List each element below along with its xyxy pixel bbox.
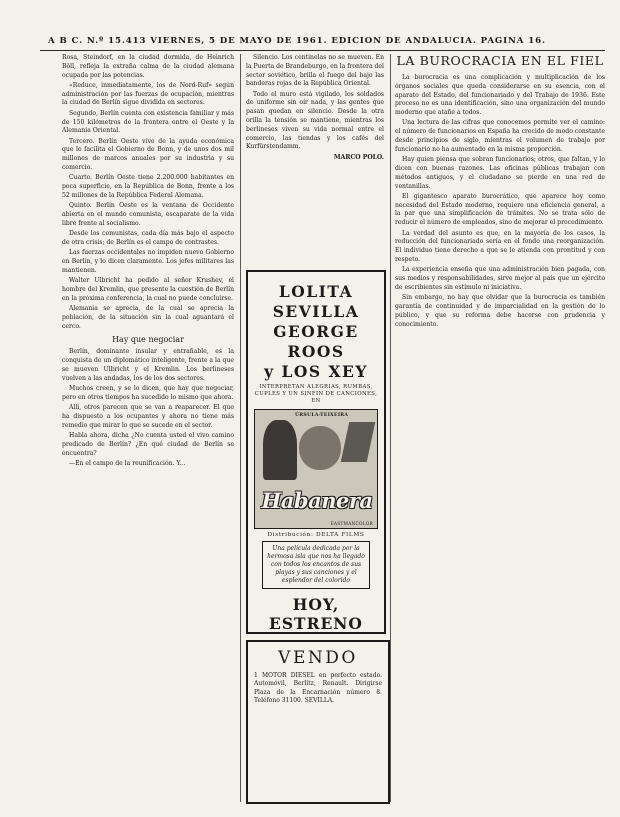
middle-column — [246, 54, 384, 266]
left-paragraph: Allí, otros parecen que se van a reaparecer. El que ha dispuesto a los ocupantes y ahora no tiene más remedio que mirar lo que se sucede en el sector. — [62, 404, 234, 429]
classified-advertisement — [246, 640, 390, 804]
star-name: GEORGE ROOS — [273, 322, 359, 361]
left-paragraph: «Reduce, inmediatamente, los de Nord-Ruf» según administración por las fuerzas de ocupación, mientras la ciudad de Berlín sigue dividida en sectores. — [62, 81, 234, 107]
left-paragraph: Muchos creen, y se lo dicen, que hay que negociar, pero en otros tiempos ha sucedido lo mismo que ahora. — [62, 385, 234, 401]
middle-paragraph: Silencio. Los centinelas no se mueven. En la Puerta de Brandeburgo, en la frontera del sector soviético, brilla el fuego del bajo las banderas rojas de la República Oriental. — [246, 54, 384, 88]
left-paragraph: Cuarto. Berlín Oeste tiene 2.200.000 habitantes en poca superficie, en la República de Bonn, frente a los 52 millones de la República Federal Alemana. — [62, 174, 234, 199]
right-paragraph: El gigantesco aparato burocrático, que aparece hoy como necesidad del Estado moderno, requiere una eficiencia general, a la par que una simplificación de trámites. No se trata sólo de reducir el número de empleados, sino de mejorar el procedimiento. — [395, 192, 605, 227]
film-poster — [254, 409, 378, 529]
left-paragraph: Berlín, dominante insular y entrañable, es la conquista de un diplomático inteligente, frente a la que se mueven Ulbricht y el Kremlin. Los berlineses vuelven a las andadas, los de los dos sectores. — [62, 348, 234, 382]
left-paragraph: Habla ahora, dicha ¿No cuenta usted el vivo camino predicado de Berlín? ¿En qué ciudad de Berlín se encuentra? — [62, 432, 234, 457]
left-paragraph: —En el campo de la reunificación. Y... — [69, 459, 186, 467]
film-title: Habanera — [261, 488, 373, 513]
middle-paragraph: Todo el muro está vigilado, los soldados de uniforme sin oír nada, y las gentes que pasan quedan en silencio. Desde la otra orilla la tensión se mantiene, mientras los berlineses viven su vida normal entre el comercio, las tiendas y los cafés del Kurfürstendamm. — [246, 90, 384, 151]
signature: MARCO POLO. — [333, 153, 384, 161]
classified-title: VENDO — [278, 648, 358, 668]
left-paragraph: Alemania se aprecia, de la cual se aprecia la población, de la situación sin la cual aguantará el cerco. — [62, 305, 234, 330]
right-paragraph: La burocracia es una complicación y multiplicación de los órganos sociales que queda considerarse en su esencia, con el aparato del Estado, del funcionariado y del Trabajo de 1936. Este proceso no es una identificación, sino una organización del mundo moderno que atañe a todos. — [395, 74, 605, 117]
column-divider — [240, 54, 241, 802]
right-paragraph: La experiencia enseña que una administración bien pagada, con sus medios y responsabilidades, sirve mejor al país que un ejército de escribientes sin estímulo ni iniciativa. — [395, 266, 605, 291]
left-column — [62, 54, 234, 802]
poster-decoration — [341, 422, 376, 462]
page-header: A B C. N.º 15.413 VIERNES, 5 DE MAYO DE 1961. EDICION DE ANDALUCIA. PAGINA 16. — [48, 36, 546, 46]
poster-figure — [263, 420, 297, 480]
left-paragraph: Segundo, Berlín cuenta con existencia familiar y más de 150 kilómetros de la frontera entre el Oeste y la Alemania Oriental. — [62, 109, 234, 135]
right-paragraph: Sin embargo, no hay que olvidar que la burocracia es también garantía de continuidad y de imparcialidad en la gestión de lo público, y que su reforma debe hacerse con prudencia y conocimiento. — [395, 294, 605, 328]
movie-advertisement — [246, 270, 386, 634]
star-name: y LOS XEY — [264, 362, 368, 381]
poster-cast: ÚRSULA-TEIXEIRA — [295, 413, 349, 418]
section-title: Hay que negociar — [112, 335, 184, 345]
right-paragraph: La verdad del asunto es que, en la mayoría de los casos, la reducción del funcionariado sería en el fondo una reorganización. El individuo tiene derecho a que se le atienda con prontitud y con respeto. — [395, 229, 605, 263]
release-banner: HOY, ESTRENO — [269, 595, 363, 633]
right-paragraph: Hay quien piensa que sobran funcionarios; otros, que faltan, y lo dicen con buenas razones. Las oficinas públicas trabajan con métodos antiguos, y el ciudadano se pierde en una red de ventanillas. — [395, 156, 605, 190]
film-note: Una película dedicada por la hermosa isla que nos ha llegado con todos los encantos de sus playas y sus canciones y el esplendor del colorido — [262, 541, 370, 589]
classified-body: 1 MOTOR DIESEL en perfecto estado. Automóvil, Berlitz, Renault. Dirigirse Plaza de la Encarnación número 8. Teléfono 31100. SEVILLA. — [254, 672, 382, 705]
column-divider — [390, 54, 391, 802]
star-name: LOLITA SEVILLA — [272, 282, 360, 321]
left-paragraph: Las fuerzas occidentales no impiden nuevo Gobierno en Berlín, y lo dicen claramente. Los jefes militares las mantienen. — [62, 249, 234, 274]
left-paragraph: Quinto. Berlín Oeste es la ventana de Occidente abierta en el mundo comunista, escaparate de la vida libre frente al socialismo. — [62, 202, 234, 227]
left-paragraph: Desde los comunistas, cada día más bajo el aspecto de otra crisis; de Berlín es el campo de contrastes. — [62, 230, 234, 246]
header-rule — [40, 50, 605, 51]
right-paragraph: Una lectura de las cifras que conocemos permite ver el camino: el número de funcionarios en España ha crecido de modo constante desde principios de siglo, mientras el volumen de trabajo por funcionario no ha aumentado en la misma proporción. — [395, 119, 605, 153]
left-paragraph: Rosa, Steindorf, en la ciudad dormida, de Heinrich Böll, refleja la extraña calma de la ciudad alemana ocupada por las potencias. — [62, 54, 234, 79]
left-paragraph: Tercero. Berlín Oeste vive de la ayuda económica que le facilita el Gobierno de Bonn, y de unos dos mil millones de marcos anuales por su industria y su comercio. — [62, 137, 234, 172]
distributor: Distribución: DELTA FILMS — [267, 532, 365, 538]
right-column — [395, 54, 605, 802]
ad-tagline: INTERPRETAN ALEGRIAS, RUMBAS, CUPLES Y UN SINFIN DE CANCIONES, EN — [254, 384, 378, 404]
left-paragraph: Walter Ulbricht ha pedido al señor Krushev, el hombre del Kremlin, que presente la cuestión de Berlín en la próxima conferencia, la cual no puede concluirse. — [62, 277, 234, 302]
poster-tag: EASTMANCOLOR — [330, 521, 373, 526]
article-title: LA BUROCRACIA EN EL FIEL — [396, 54, 604, 68]
poster-face — [299, 426, 341, 470]
